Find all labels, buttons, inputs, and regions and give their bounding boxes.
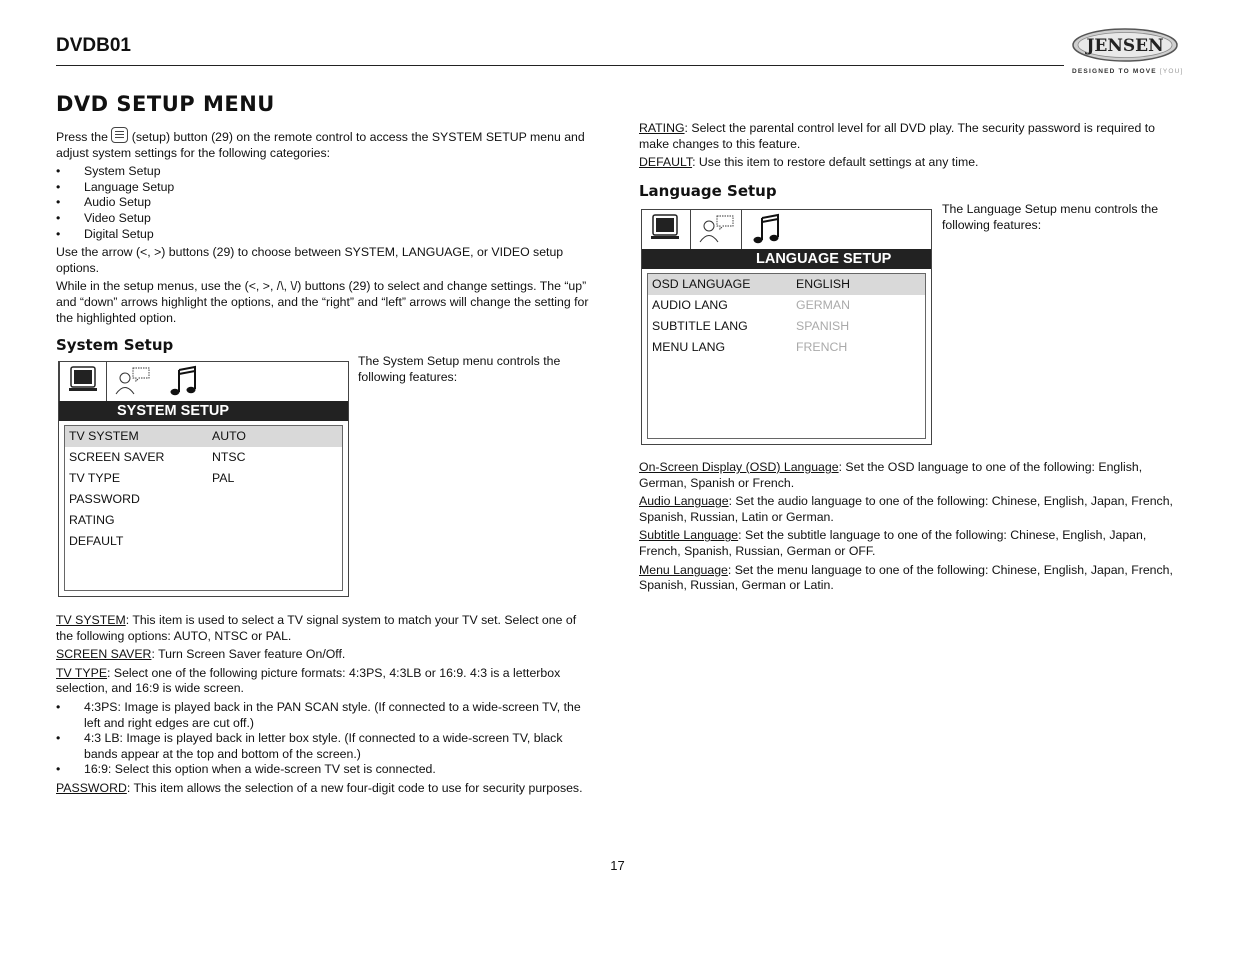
menu-options	[647, 273, 926, 439]
menu-row-audio-lang[interactable]: AUDIO LANG GERMAN	[652, 298, 850, 312]
menu-tabs	[59, 362, 348, 401]
system-setup-heading: System Setup	[56, 336, 174, 355]
language-tab	[109, 362, 155, 401]
desc-default: DEFAULT: Use this item to restore default settings at any time.	[639, 155, 979, 170]
system-tab	[59, 362, 107, 401]
menu-options	[64, 425, 343, 591]
list-item: • 16:9: Select this option when a wide-screen TV set is connected.	[56, 762, 596, 778]
arrow-paragraph: Use the arrow (<, >) buttons (29) to choose between SYSTEM, LANGUAGE, or VIDEO setup options.	[56, 245, 564, 275]
language-setup-caption: The Language Setup menu controls the following features:	[942, 202, 1159, 232]
list-item: • Video Setup	[56, 211, 596, 227]
system-tab	[642, 210, 688, 249]
language-setup-descriptions	[639, 460, 1179, 597]
desc-subtitle-language: Subtitle Language: Set the subtitle language to one of the following: Chinese, English, Japan, French, Spanish, Russian, German or OFF.	[639, 528, 1147, 558]
list-item: • Digital Setup	[56, 227, 596, 243]
menu-row-rating[interactable]: RATING	[69, 513, 115, 527]
menu-tabs	[642, 210, 931, 249]
speaking-person-icon	[109, 362, 155, 401]
navigation-paragraph: While in the setup menus, use the (<, >, /\, \/) buttons (29) to select and change settings. The “up” and “down” arrows highlight the options, and the “right” and “left” arrows will change the setting for the highlighted option.	[56, 279, 589, 325]
menu-row-menu-lang[interactable]: MENU LANG FRENCH	[652, 340, 848, 354]
list-item: • Language Setup	[56, 180, 596, 196]
audio-tab	[161, 362, 207, 401]
left-column	[56, 127, 596, 354]
menu-row-screen-saver[interactable]: SCREEN SAVER NTSC	[69, 450, 246, 464]
menu-row-default[interactable]: DEFAULT	[69, 534, 124, 548]
model-number: DVDB01	[56, 35, 131, 56]
speaking-person-icon	[691, 210, 741, 249]
system-setup-caption: The System Setup menu controls the following features:	[358, 354, 561, 384]
music-note-icon	[161, 362, 207, 401]
intro-paragraph: Press the (setup) button (29) on the remote control to access the SYSTEM SETUP menu and adjust system settings for the following categories:	[56, 127, 596, 161]
desc-osd-language: On-Screen Display (OSD) Language: Set the OSD language to one of the following: English, German, Spanish or French.	[639, 460, 1143, 490]
monitor-icon	[60, 362, 106, 401]
menu-row-subtitle-lang[interactable]: SUBTITLE LANG SPANISH	[652, 319, 850, 333]
list-item: • 4:3PS: Image is played back in the PAN SCAN style. (If connected to a wide-screen TV, the left and right edges are cut off.)	[56, 700, 596, 731]
menu-title-bar: SYSTEM SETUP	[59, 401, 348, 421]
menu-row-tv-type[interactable]: TV TYPE PAL	[69, 471, 235, 485]
header-rule	[56, 65, 1064, 66]
list-item: • 4:3 LB: Image is played back in letter box style. (If connected to a wide-screen TV, black bands appear at the top and bottom of the screen.)	[56, 731, 596, 762]
tv-type-list	[56, 700, 596, 778]
menu-title-bar: LANGUAGE SETUP	[642, 249, 931, 269]
language-tab	[690, 210, 742, 249]
logo-text: JENSEN	[1086, 36, 1164, 56]
list-item: • System Setup	[56, 164, 596, 180]
setup-button-icon	[111, 127, 128, 143]
music-note-icon	[744, 210, 790, 249]
system-setup-menu	[58, 361, 349, 597]
desc-tv-system: TV SYSTEM: This item is used to select a TV signal system to match your TV set. Select one of the following options: AUTO, NTSC or PAL.	[56, 613, 577, 643]
list-item: • Audio Setup	[56, 195, 596, 211]
menu-row-password[interactable]: PASSWORD	[69, 492, 140, 506]
desc-menu-language: Menu Language: Set the menu language to one of the following: Chinese, English, Japan, French, Spanish, Russian, German or Latin.	[639, 562, 1173, 593]
language-setup-heading: Language Setup	[639, 181, 777, 200]
menu-row-osd-language[interactable]: OSD LANGUAGE ENGLISH	[648, 274, 925, 295]
category-list	[56, 164, 596, 242]
monitor-icon	[642, 210, 688, 249]
language-setup-menu	[641, 209, 932, 445]
audio-tab	[744, 210, 790, 249]
jensen-logo	[1072, 28, 1178, 62]
desc-audio-language: Audio Language: Set the audio language to one of the following: Chinese, English, Japan, French, Spanish, Russian, Latin or German.	[639, 494, 1173, 524]
page-number: 17	[610, 858, 625, 873]
system-setup-descriptions	[56, 613, 596, 800]
desc-screen-saver: SCREEN SAVER: Turn Screen Saver feature On/Off.	[56, 647, 346, 662]
page-title: DVD SETUP MENU	[56, 92, 275, 116]
desc-rating: RATING: Select the parental control level for all DVD play. The security password is required to make changes to this feature.	[639, 121, 1156, 151]
desc-tv-type: TV TYPE: Select one of the following picture formats: 4:3PS, 4:3LB or 16:9. 4:3 is a letterbox selection, and 16:9 is wide screen.	[56, 665, 561, 696]
right-column	[639, 121, 1179, 200]
desc-password: PASSWORD: This item allows the selection of a new four-digit code to use for security purposes.	[56, 780, 583, 795]
menu-row-tv-system[interactable]: TV SYSTEM AUTO	[65, 426, 342, 447]
brand-tagline: DESIGNED TO MOVE [YOU]	[1072, 68, 1184, 75]
